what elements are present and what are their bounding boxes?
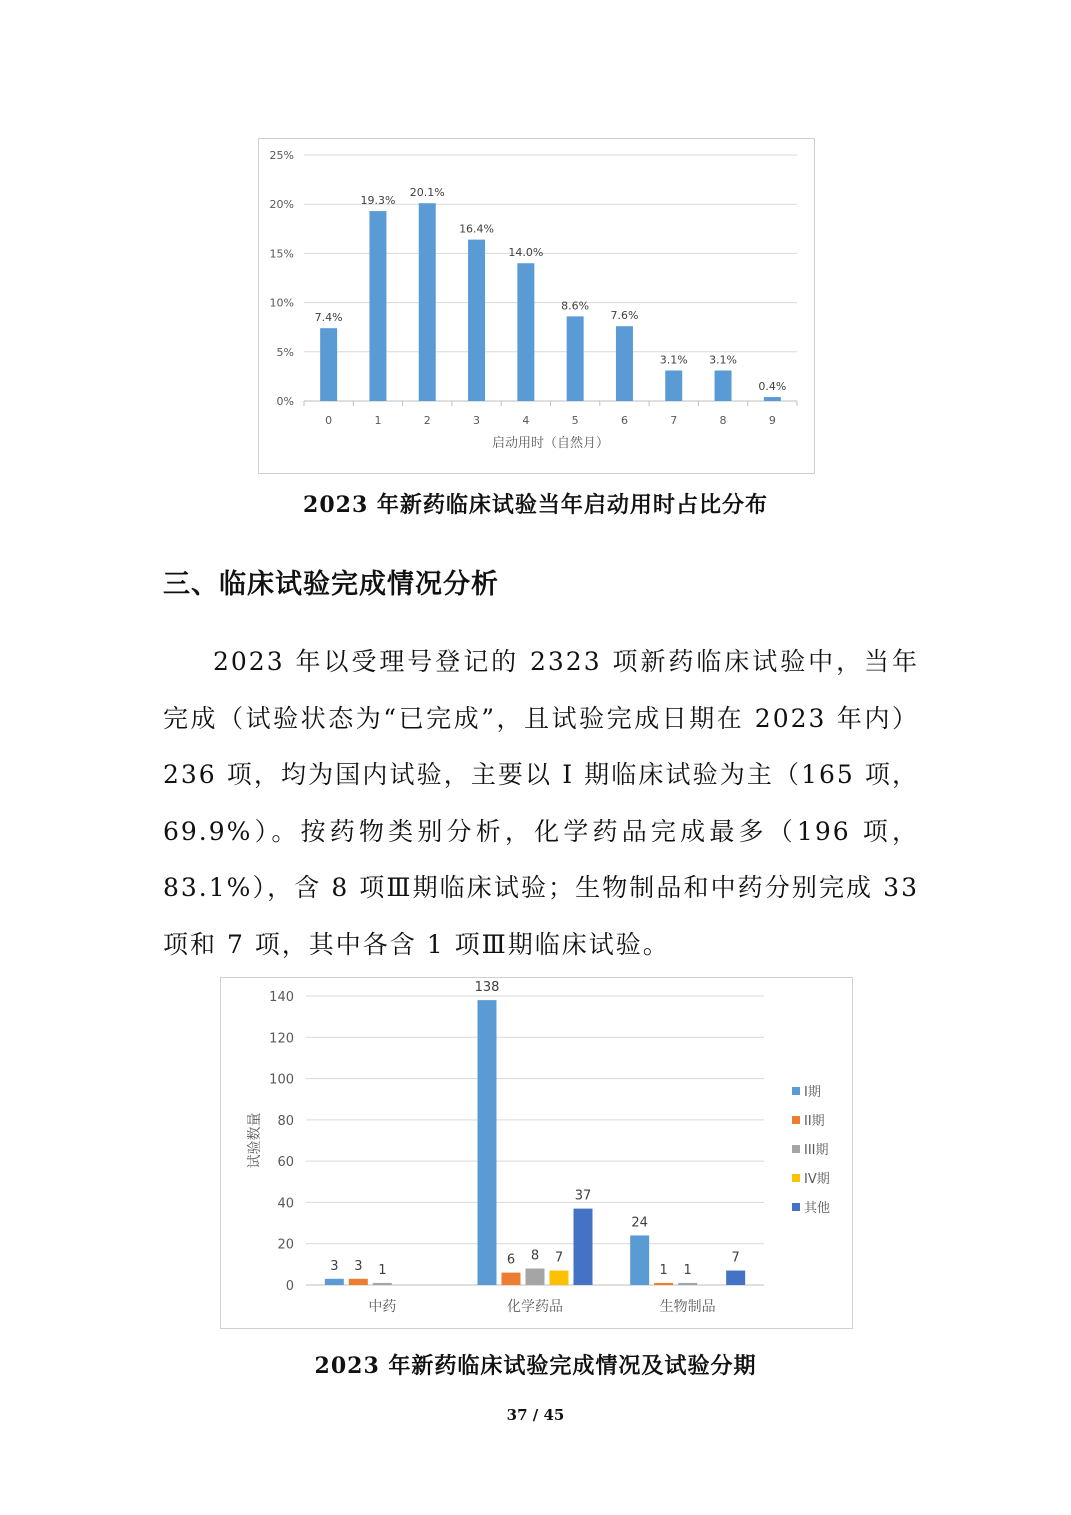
y-tick-label: 120 [269, 1031, 294, 1047]
data-label: 6 [506, 1252, 516, 1268]
x-tick-label: 8 [719, 414, 727, 427]
legend-label: I期 [804, 1085, 821, 1100]
legend-label: III期 [804, 1143, 829, 1158]
bar [715, 370, 732, 401]
bar [468, 240, 485, 401]
x-tick-label: 0 [325, 414, 333, 427]
bar [320, 328, 337, 401]
bar [665, 370, 682, 401]
data-label: 3.1% [709, 353, 738, 367]
data-label: 0.4% [758, 380, 787, 394]
page-number: 37 / 45 [506, 1406, 565, 1424]
bar [517, 263, 534, 401]
bar [726, 1271, 745, 1285]
y-tick-label: 40 [277, 1196, 294, 1212]
data-label: 8.6% [561, 299, 590, 313]
y-tick-label: 20 [277, 1237, 294, 1253]
y-tick-label: 0 [285, 1279, 294, 1294]
x-tick-label: 5 [571, 414, 579, 427]
legend-label: II期 [804, 1114, 825, 1129]
y-tick-label: 25% [269, 149, 294, 162]
x-axis-title: 启动用时（自然月） [491, 436, 610, 451]
y-tick-label: 5% [276, 345, 294, 359]
data-label: 3 [330, 1258, 339, 1274]
data-label: 1 [683, 1262, 692, 1278]
legend-swatch [792, 1145, 800, 1153]
bar [764, 397, 781, 401]
legend-swatch [792, 1087, 800, 1095]
data-label: 7 [554, 1250, 564, 1266]
legend-swatch [792, 1174, 800, 1182]
data-label: 16.4% [459, 222, 495, 236]
completion-chart-svg [221, 978, 852, 1328]
data-label: 14.0% [508, 246, 544, 260]
legend-swatch [792, 1116, 800, 1124]
bar [550, 1271, 569, 1285]
y-tick-label: 100 [269, 1072, 294, 1088]
data-label: 3 [354, 1258, 363, 1274]
start-time-distribution-chart [258, 138, 815, 474]
chart2-caption: 2023 年新药临床试验完成情况及试验分期 [314, 1353, 757, 1379]
bar [574, 1209, 593, 1285]
data-label: 7.6% [610, 309, 639, 323]
legend-label: 其他 [804, 1201, 831, 1216]
y-tick-label: 15% [269, 247, 294, 261]
legend-swatch [792, 1203, 800, 1211]
data-label: 7.4% [314, 311, 343, 325]
data-label: 19.3% [360, 194, 396, 208]
y-tick-label: 80 [277, 1113, 294, 1129]
body-text [163, 634, 919, 973]
bar [325, 1279, 344, 1285]
x-tick-label: 2 [423, 414, 431, 427]
data-label: 3.1% [659, 353, 688, 367]
bar [526, 1268, 545, 1285]
bar [616, 326, 633, 401]
x-tick-label: 7 [670, 414, 678, 427]
data-label: 20.1% [409, 186, 445, 200]
x-tick-label: 化学药品 [507, 1299, 563, 1315]
data-label: 24 [631, 1215, 648, 1231]
chart1-caption: 2023 年新药临床试验当年启动用时占比分布 [303, 492, 768, 518]
x-tick-label: 4 [522, 414, 530, 427]
bar [630, 1235, 649, 1285]
data-label: 138 [474, 980, 500, 996]
x-tick-label: 生物制品 [659, 1299, 716, 1315]
body-paragraph: 2023 年以受理号登记的 2323 项新药临床试验中，当年完成（试验状态为“已完成”，且试验完成日期在 2023 年内）236 项，均为国内试验，主要以 I 期临床试验为主（165 项，69.9%）。按药物类别分析，化学药品完成最多（196 项，83.1%），含 8 项Ⅲ期临床试验；生物制品和中药分别完成 33 项和 7 项，其中各含 1 项Ⅲ期临床试验。 [163, 647, 919, 959]
y-tick-label: 20% [269, 198, 294, 212]
data-label: 7 [731, 1250, 740, 1266]
bar [678, 1283, 697, 1285]
start-time-chart-svg [259, 139, 814, 473]
data-label: 37 [574, 1188, 592, 1204]
legend-label: IV期 [804, 1172, 830, 1187]
section-heading: 三、临床试验完成情况分析 [163, 569, 499, 600]
data-label: 8 [530, 1248, 540, 1264]
bar [349, 1279, 368, 1285]
bar [369, 211, 386, 401]
bar [654, 1283, 673, 1285]
bar [502, 1273, 521, 1285]
x-tick-label: 中药 [368, 1299, 397, 1315]
y-tick-label: 60 [277, 1155, 294, 1171]
x-tick-label: 9 [768, 414, 776, 427]
bar [373, 1283, 392, 1285]
y-tick-label: 10% [269, 296, 294, 310]
data-label: 1 [378, 1262, 387, 1278]
completion-phase-chart [220, 977, 853, 1329]
bar [478, 1000, 497, 1285]
y-axis-title: 试验数量 [247, 1112, 263, 1169]
bar [419, 203, 436, 401]
x-tick-label: 1 [374, 414, 382, 427]
bar [567, 316, 584, 401]
y-tick-label: 140 [269, 990, 294, 1005]
data-label: 1 [659, 1262, 668, 1278]
y-tick-label: 0% [276, 395, 294, 408]
x-tick-label: 3 [473, 414, 481, 427]
x-tick-label: 6 [620, 414, 628, 427]
